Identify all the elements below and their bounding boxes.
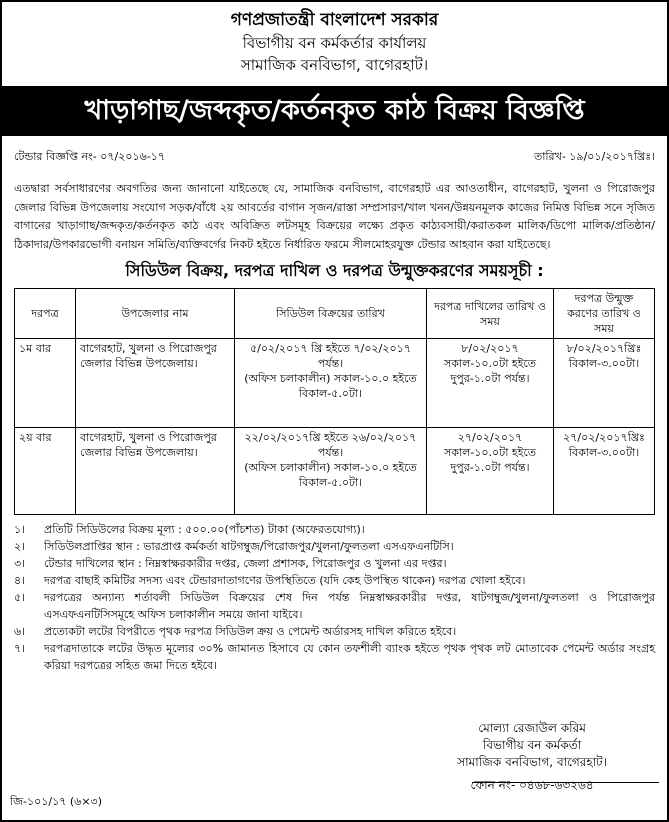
item-number: ৭। [14,642,26,655]
list-item [14,623,655,640]
cell-upazila: বাগেরহাট, খুলনা ও পিরোজপুর জেলার বিভিন্ন উপজেলায়। [76,428,235,515]
signatory-name: মোল্যা রেজাউল করিম [478,721,586,735]
sale-time: (অফিস চলাকালীন) সকাল-১০.০ হইতে বিকাল-৫.০টা। [244,461,417,489]
list-item [14,589,655,623]
cell-submit: ৮/০২/২০১৭ সকাল-১০.০টা হইতে দুপুর-১.০টা পর্যন্ত। [427,339,554,428]
list-item [14,555,655,572]
item-text: সিডিউলপ্রাপ্তির স্থান : ভারপ্রাপ্ত কর্মকর্তা ষাটগম্বুজ/পিরোজপুর/খুলনা/ফুলতলা এসএফএনটিসি। [44,540,454,553]
department-name: সামাজিক বনবিভাগ, বাগেরহাট। [240,56,429,74]
col-header-upazila: উপজেলার নাম [76,289,235,339]
tender-number: টেন্ডার বিজ্ঞপ্তি নং- ০৭/২০১৬-১৭ [14,150,166,163]
col-header-submit: দরপত্র দাখিলের তারিখ ও সময় [427,289,554,339]
notice-header [14,2,655,76]
notice-title-banner: খাড়াগাছ/জব্দকৃত/কর্তনকৃত কাঠ বিক্রয় বিজ্ঞপ্তি [2,86,667,136]
item-number: ৬। [14,625,26,638]
cell-tender: ২য় বার [15,428,76,515]
item-text: দরপত্রদাতাকে লটের উদ্ধৃত মূল্যের ৩০% জামানত হিসাবে যে কোন তফশীলী ব্যাংক হইতে পৃথক পৃথক লট মোতাবেক পেমেন্ট অর্ডার সংগ্রহ করিয়া দরপত্রের সহিত জমা দিতে হইবে। [44,642,655,672]
list-item [14,538,655,555]
sale-time: (অফিস চলাকালীন) সকাল-১০.০ হইতে বিকাল-৫.০টা। [244,372,417,400]
cell-open: ২৭/০২/২০১৭খ্রিঃ বিকাল-৩.০০টা। [554,428,655,515]
item-text: প্রতিটি সিডিউলের বিক্রয় মূল্য : ৫০০.০০(পাঁচশত) টাকা (অফেরতযোগ্য)। [44,523,365,536]
item-text: দরপত্র বাছাই কমিটির সদস্য এবং টেন্ডারদাতাগণের উপস্থিতিতে (যদি কেহ উপস্থিত থাকেন) দরপত্র খোলা হইবে। [44,574,526,587]
table-row [15,339,655,428]
col-header-sale-date: সিডিউল বিক্রয়ের তারিখ [235,289,427,339]
col-header-tender: দরপত্র [15,289,76,339]
item-number: ৩। [14,557,26,570]
cell-open: ৮/০২/২০১৭খ্রিঃ বিকাল-৩.০০টা। [554,339,655,428]
sale-date-range: ২২/০২/২০১৭খ্রি হইতে ২৬/০২/২০১৭ পর্যন্ত। [244,431,417,459]
terms-list [14,521,655,674]
notice-date: তারিখ- ১৯/০১/২০১৭খ্রিঃ। [533,150,655,163]
cell-sale-date [235,339,427,428]
intro-paragraph: এতদ্বারা সর্বসাধারণের অবগতির জন্য জানানো যাইতেছে যে, সামাজিক বনবিভাগ, বাগেরহাট এর আওতাধীন, বাগেরহাট, খুলনা ও পিরোজপুর জেলার বিভিন্ন উপজেলায় সংযোগ সড়ক/বাঁধে ২য় আবর্তের বাগান সৃজন/রাস্তা সম্প্রসারণ/খাল খনন/উন্নয়নমূলক কাজের নিমিত্ত বিভিন্ন সনে সৃজিত বাগানের খাড়াগাছ/জব্দকৃত/কর্তনকৃত কাঠ এবং অবিক্রিত লটসমূহ বিক্রয়ের লক্ষ্যে প্রকৃত কাঠ্যবসায়ী/করাতকল মালিক/ডিপো মালিক/প্রতিষ্ঠান/ঠিকাদার/উপকারভোগী বনায়ন সমিতি/ব্যক্তিবর্গের নিকট হইতে নির্ধারিত ফরমে সীলমোহরযুক্ত টেন্ডার আহবান করা যাইতেছে। [14,182,655,251]
list-item [14,521,655,538]
office-name: বিভাগীয় বন কর্মকর্তার কার্যালয় [242,34,427,52]
cell-tender: ১ম বার [15,339,76,428]
item-number: ২। [14,540,26,553]
government-name: গণপ্রজাতন্ত্রী বাংলাদেশ সরকার [230,10,439,30]
item-number: ৪। [14,574,26,587]
publication-code: জি-১০১/১৭ (৬×৩) [10,795,102,808]
reference-line [14,148,655,166]
cell-submit: ২৭/০২/২০১৭ সকাল-১০.০টা হইতে দুপুর-১.০টা পর্যন্ত। [427,428,554,515]
signatory-office: সামাজিক বনবিভাগ, বাগেরহাট। [457,755,607,769]
signatory-phone: ফোন নং- ০৪৬৮-৬৩২৬৪ [470,778,594,792]
table-header-row [15,289,655,339]
item-number: ৫। [14,591,26,604]
list-item [14,572,655,589]
col-header-open: দরপত্র উন্মুক্ত করণের তারিখ ও সময় [554,289,655,339]
signatory-designation: বিভাগীয় বন কর্মকর্তা [482,738,582,752]
sale-date-range: ৫/০২/২০১৭ খ্রি হইতে ৭/০২/২০১৭ পর্যন্ত। [250,342,411,370]
cell-sale-date [235,428,427,515]
schedule-table [14,288,655,515]
item-text: টেন্ডার দাখিলের স্থান : নিম্নস্বাক্ষরকারীর দপ্তর, জেলা প্রশাসক, পিরোজপুর ও খুলনা এর দপ্তর। [44,557,447,570]
schedule-title: সিডিউল বিক্রয়, দরপত্র দাখিল ও দরপত্র উন্মুক্তকরণের সময়সূচী : [125,261,544,280]
item-text: দরপত্রের অন্যান্য শর্তাবলী সিডিউল বিক্রয়ের শেষ দিন পর্যন্ত নিম্নস্বাক্ষরকারীর দপ্তর, ষাটগম্বুজ/খুলনা/ফুলতলা ও পিরোজপুর এসএফএনটিসিসমূহে অফিস চলাকালীন সময়ে জানা যাইবে। [44,591,655,621]
item-text: প্রত্যেকটা লটের বিপরীতে পৃথক দরপত্র সিডিউল ক্রয় ও পেমেন্ট অর্ডারসহ দাখিল করিতে হইবে। [44,625,457,638]
table-row [15,428,655,515]
cell-upazila: বাগেরহাট, খুলনা ও পিরোজপুর জেলার বিভিন্ন উপজেলায়। [76,339,235,428]
item-number: ১। [14,523,26,536]
signature-divider [472,782,659,783]
list-item [14,640,655,674]
